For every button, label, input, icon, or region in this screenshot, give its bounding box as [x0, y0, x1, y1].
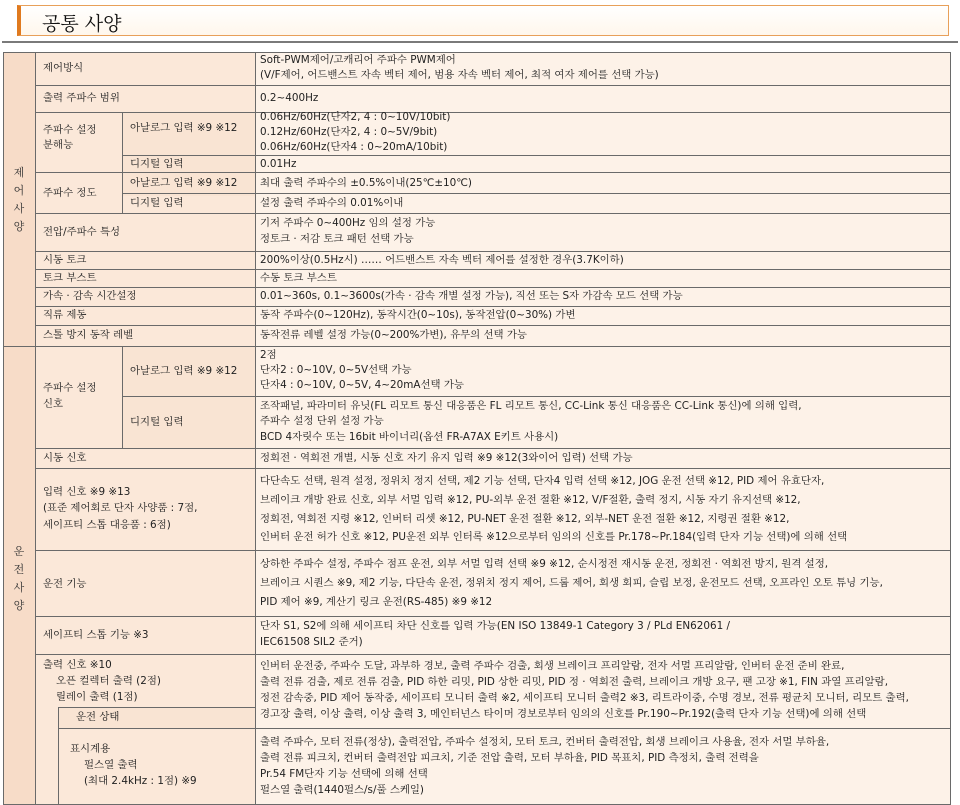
value-freq-signal-analog-2: 단자2 : 0~10V, 0~5V선택 가능 [260, 364, 412, 376]
value-freq-accuracy-digital: 설정 출력 주파수의 0.01%이내 [260, 197, 404, 209]
label-input-signal-3: 세이프티 스톱 대응품 : 6점) [43, 519, 171, 531]
label-freq-signal-1: 주파수 설정 [43, 382, 97, 394]
label-freq-accuracy: 주파수 정도 [43, 187, 97, 199]
value-freq-signal-analog-1: 2점 [260, 349, 277, 361]
value-freq-signal-digital-1: 조작패널, 파라미터 유닛(FL 리모트 통신 대응품은 FL 리모트 통신, CC-Link 통신 대응품은 CC-Link 통신)에 의해 입력, [260, 400, 802, 412]
value-output-signal-1: 인버터 운전중, 주파수 도달, 과부하 경보, 출력 주파수 검출, 회생 브레이크 프리알람, 전자 서멀 프리알람, 인버터 운전 준비 완료, [260, 660, 845, 672]
value-output-signal-3: 정전 감속중, PID 제어 동작중, 세이프티 모니터 출력 ※2, 세이프티 모니터 출력2 ※3, 리트라이중, 수명 경보, 전류 평균치 모니터, 리모트 출력, [260, 692, 909, 704]
sublabel-freq-resolution-analog: 아날로그 입력 ※9 ※12 [130, 122, 238, 134]
label-starting-torque: 시동 토크 [43, 254, 87, 266]
label-torque-boost: 토크 부스트 [43, 272, 97, 284]
sublabel-freq-signal-digital: 디지털 입력 [130, 416, 184, 428]
value-input-signal-3: 정회전, 역회전 지령 ※12, 인버터 리셋 ※12, PU-NET 운전 절환 ※12, 외부-NET 운전 절환 ※12, 지령권 절환 ※12, [260, 513, 790, 525]
value-display-meter-2: 출력 전류 피크치, 컨버터 출력전압 피크치, 기준 전압 출력, 모터 부하율, PID 목표치, PID 측정치, 출력 전력을 [260, 752, 759, 764]
value-start-signal: 정회전 · 역회전 개별, 시동 신호 자기 유지 입력 ※9 ※12(3와이어 입력) 선택 가능 [260, 452, 633, 464]
value-input-signal-2: 브레이크 개방 완료 신호, 외부 서멀 입력 ※12, PU-외부 운전 절환 ※12, V/F절환, 출력 정지, 시동 자기 유지선택 ※12, [260, 494, 801, 506]
label-display-meter-1: 표시계용 [70, 743, 111, 755]
value-vf-characteristic-1: 기저 주파수 0~400Hz 임의 설정 가능 [260, 217, 436, 229]
value-accel-decel: 0.01~360s, 0.1~3600s(가속 · 감속 개별 설정 가능), 직선 또는 S자 가감속 모드 선택 가능 [260, 290, 683, 302]
value-freq-resolution-digital: 0.01Hz [260, 158, 297, 170]
value-input-signal-1: 다단속도 선택, 원격 설정, 정위치 정지 선택, 제2 기능 선택, 단자4 입력 선택 ※12, JOG 운전 선택 ※12, PID 제어 유효단자, [260, 475, 825, 487]
label-display-meter-3: (최대 2.4kHz : 1점) ※9 [84, 775, 197, 787]
label-dc-braking: 직류 제동 [43, 309, 87, 321]
section-title: 공통 사양 [42, 13, 122, 35]
value-freq-signal-analog-3: 단자4 : 0~10V, 0~5V, 4~20mA선택 가능 [260, 379, 464, 391]
value-output-freq-range: 0.2~400Hz [260, 92, 319, 104]
label-start-signal: 시동 신호 [43, 452, 87, 464]
value-operation-function-3: PID 제어 ※9, 계산기 링크 운전(RS-485) ※9 ※12 [260, 596, 493, 608]
value-starting-torque: 200%이상(0.5Hz시) …… 어드밴스트 자속 벡터 제어를 설정한 경우(3.7K이하) [260, 254, 624, 266]
sublabel-freq-accuracy-digital: 디지털 입력 [130, 197, 184, 209]
label-operation-function: 운전 기능 [43, 578, 87, 590]
value-output-signal-4: 경고장 출력, 이상 출력, 이상 출력 3, 메인터넌스 타이머 경보로부터 임의의 신호를 Pr.190~Pr.192(출력 단자 기능 선택)에 의해 선택 [260, 708, 867, 720]
value-input-signal-4: 인버터 운전 허가 신호 ※12, PU운전 외부 인터록 ※12으로부터 임의의 신호를 Pr.178~Pr.184(입력 단자 기능 선택)에 의해 선택 [260, 531, 848, 543]
label-output-signal-2: 오픈 컬렉터 출력 (2점) [56, 675, 161, 687]
value-operation-function-2: 브레이크 시퀀스 ※9, 제2 기능, 다단속 운전, 정위치 정지 제어, 드룹 제어, 회생 회피, 슬립 보정, 운전모드 선택, 오프라인 오토 튜닝 기능, [260, 577, 883, 589]
label-input-signal-2: (표준 제어회로 단자 사양품 : 7점, [43, 502, 198, 514]
value-freq-resolution-analog-2: 0.12Hz/60Hz(단자2, 4 : 0~5V/9bit) [260, 126, 438, 138]
label-display-meter-2: 펄스열 출력 [84, 759, 138, 771]
sublabel-operation-status: 운전 상태 [76, 711, 120, 723]
value-operation-function-1: 상하한 주파수 설정, 주파수 점프 운전, 외부 서멀 입력 선택 ※9 ※12, 순시정전 재시동 운전, 정회전 · 역회전 방지, 원격 설정, [260, 558, 829, 570]
label-input-signal-1: 입력 신호 ※9 ※13 [43, 486, 131, 498]
value-safety-stop-1: 단자 S1, S2에 의해 세이프티 차단 신호를 입력 가능(EN ISO 13849-1 Category 3 / PLd EN62061 / [260, 620, 730, 632]
value-freq-signal-digital-2: 주파수 설정 단위 설정 가능 [260, 415, 384, 427]
value-vf-characteristic-2: 정토크 · 저감 토크 패턴 선택 가능 [260, 233, 414, 245]
value-control-method-1: Soft-PWM제어/고캐리어 주파수 PWM제어 [260, 54, 456, 66]
label-output-freq-range: 출력 주파수 범위 [43, 92, 120, 104]
value-torque-boost: 수동 토크 부스트 [260, 272, 337, 284]
value-display-meter-4: 펄스열 출력(1440펄스/s/풀 스케일) [260, 784, 424, 796]
value-display-meter-1: 출력 주파수, 모터 전류(정상), 출력전압, 주파수 설정치, 모터 토크, 컨버터 출력전압, 회생 브레이크 사용율, 전자 서멀 부하율, [260, 736, 830, 748]
value-display-meter-3: Pr.54 FM단자 기능 선택에 의해 선택 [260, 768, 428, 780]
value-dc-braking: 동작 주파수(0~120Hz), 동작시간(0~10s), 동작전압(0~30%) 가변 [260, 309, 576, 321]
label-output-signal-3: 릴레이 출력 (1점) [56, 691, 138, 703]
label-freq-resolution-2: 분해능 [43, 139, 74, 151]
label-control-method: 제어방식 [43, 62, 84, 74]
value-freq-resolution-analog-1: 0.06Hz/60Hz(단자2, 4 : 0~10V/10bit) [260, 111, 451, 123]
label-freq-signal-2: 신호 [43, 398, 64, 410]
label-output-signal-1: 출력 신호 ※10 [43, 659, 112, 671]
value-freq-resolution-analog-3: 0.06Hz/60Hz(단자4 : 0~20mA/10bit) [260, 141, 448, 153]
sublabel-freq-resolution-digital: 디지털 입력 [130, 158, 184, 170]
sublabel-freq-accuracy-analog: 아날로그 입력 ※9 ※12 [130, 177, 238, 189]
label-accel-decel: 가속 · 감속 시간설정 [43, 290, 137, 302]
group-label-operation: 운 전 사 양 [13, 545, 25, 612]
value-safety-stop-2: IEC61508 SIL2 준거) [260, 636, 363, 648]
value-stall-prevention: 동작전류 레벨 설정 가능(0~200%가변), 유무의 선택 가능 [260, 329, 527, 341]
value-freq-signal-digital-3: BCD 4자릿수 또는 16bit 바이너리(옵션 FR-A7AX E키트 사용시) [260, 431, 559, 443]
label-freq-resolution-1: 주파수 설정 [43, 124, 97, 136]
label-safety-stop: 세이프티 스톱 기능 ※3 [43, 629, 149, 641]
value-freq-accuracy-analog: 최대 출력 주파수의 ±0.5%이내(25℃±10℃) [260, 177, 472, 189]
label-vf-characteristic: 전압/주파수 특성 [43, 226, 121, 238]
label-stall-prevention: 스톨 방지 동작 레벨 [43, 329, 134, 341]
group-label-control: 제 어 사 양 [13, 166, 25, 233]
sublabel-freq-signal-analog: 아날로그 입력 ※9 ※12 [130, 365, 238, 377]
value-control-method-2: (V/F제어, 어드밴스트 자속 벡터 제어, 범용 자속 벡터 제어, 최적 여자 제어를 선택 가능) [260, 69, 659, 81]
value-output-signal-2: 출력 전류 검출, 제로 전류 검출, PID 하한 리밋, PID 상한 리밋, PID 정 · 역회전 출력, 브레이크 개방 요구, 팬 고장 ※1, FIN 과열 프리알람, [260, 676, 889, 688]
